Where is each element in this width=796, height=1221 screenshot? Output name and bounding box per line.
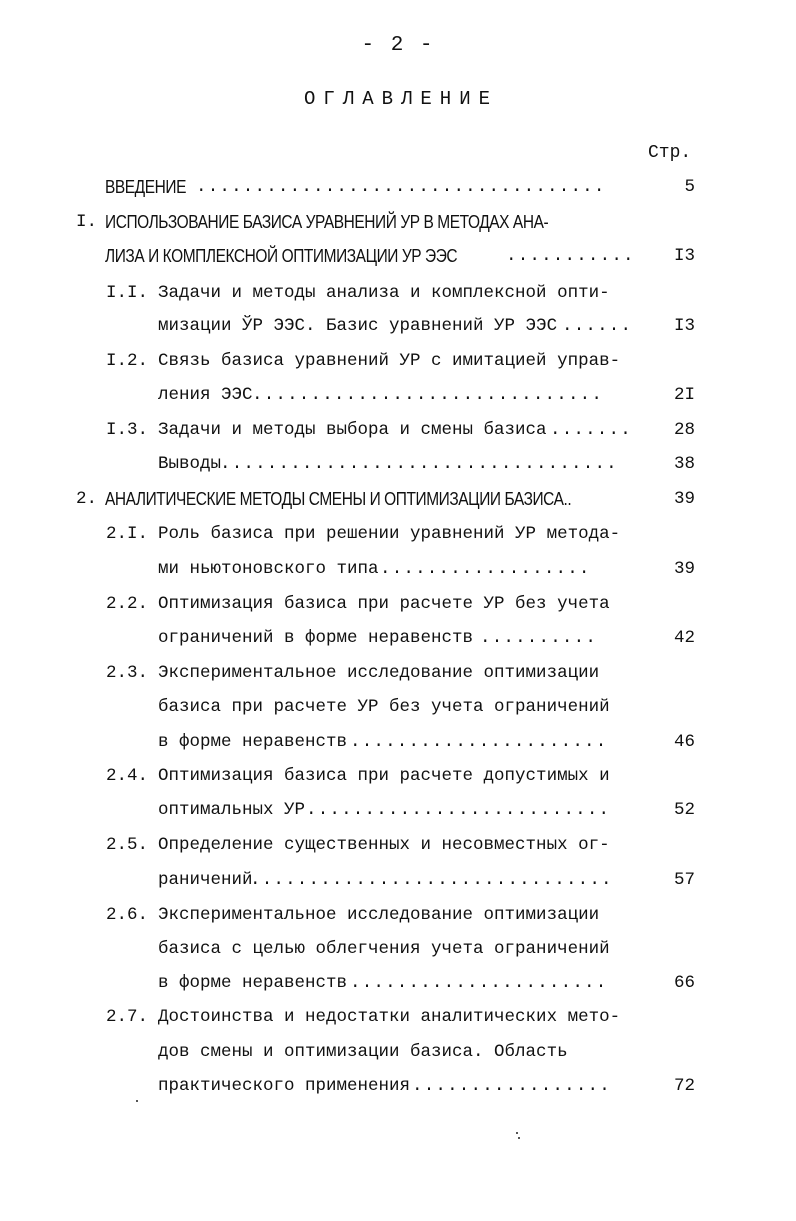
toc-s2-2-line1: Оптимизация базиса при расчете УР без учета [158, 594, 610, 614]
toc-s1-3-page: 28 [673, 420, 695, 440]
toc-ch2-line1: АНАЛИТИЧЕСКИЕ МЕТОДЫ СМЕНЫ И ОПТИМИЗАЦИИ БАЗИСА.. [105, 489, 572, 509]
toc-ch2-page: 39 [673, 489, 695, 509]
toc-s2-1-line1: Роль базиса при решении уравнений УР метода- [158, 524, 621, 544]
toc-s2-7-num: 2.7. [106, 1007, 149, 1027]
toc-s2-3-line3: в форме неравенств [158, 732, 348, 752]
toc-s1-2-num: I.2. [106, 351, 149, 371]
toc-s2-6-line2: базиса с целью облегчения учета ограничений [158, 939, 610, 959]
toc-s2-7-line2: дов смены и оптимизации базиса. Область [158, 1042, 568, 1062]
toc-s2-6-line1: Экспериментальное исследование оптимизации [158, 905, 600, 925]
toc-s1-1-line1: Задачи и методы анализа и комплексной опти- [158, 283, 610, 303]
toc-s2-6-line3: в форме неравенств [158, 973, 348, 993]
toc-intro-label: ВВЕДЕНИЕ [105, 177, 186, 197]
toc-s2-5-page: 57 [673, 870, 695, 890]
toc-intro-page: 5 [684, 177, 695, 197]
toc-s1-2-dots: .............................. [252, 385, 604, 405]
scan-speck [518, 1137, 520, 1139]
toc-s2-4-line1: Оптимизация базиса при расчете допустимых и [158, 766, 610, 786]
toc-s1-2-line2: ления ЭЭС [158, 385, 253, 405]
toc-s2-7-dots: ................. [412, 1076, 611, 1096]
toc-ch1-line1: ИСПОЛЬЗОВАНИЕ БАЗИСА УРАВНЕНИЙ УР В МЕТОДАХ АНА- [105, 212, 549, 232]
toc-s2-3-line1: Экспериментальное исследование оптимизации [158, 663, 600, 683]
toc-s2-4-page: 52 [673, 800, 695, 820]
toc-s2-2-num: 2.2. [106, 594, 149, 614]
toc-s2-5-dots: ............................... [250, 870, 613, 890]
page-title: ОГЛАВЛЕНИЕ [303, 88, 499, 110]
toc-ch1-dots: ........... [506, 246, 635, 266]
toc-s1-1-line2: мизации ЎР ЭЭС. Базис уравнений УР ЭЭС [158, 316, 558, 336]
page-number: - 2 - [361, 34, 435, 57]
toc-s2-1-num: 2.I. [106, 524, 149, 544]
toc-s2-4-num: 2.4. [106, 766, 149, 786]
toc-s2-6-dots: ...................... [350, 973, 608, 993]
toc-ch1-page: I3 [673, 246, 695, 266]
toc-s2-3-page: 46 [673, 732, 695, 752]
scan-speck [516, 1132, 518, 1134]
toc-s1-1-dots: ...... [562, 316, 633, 336]
toc-s2-7-page: 72 [673, 1076, 695, 1096]
toc-s2-3-num: 2.3. [106, 663, 149, 683]
toc-s2-1-page: 39 [673, 559, 695, 579]
toc-s1-3-line1: Задачи и методы выбора и смены базиса [158, 420, 547, 440]
toc-s2-3-line2: базиса при расчете УР без учета ограничений [158, 697, 610, 717]
toc-s2-4-dots: .......................... [306, 800, 611, 820]
toc-s2-7-line1: Достоинства и недостатки аналитических мето- [158, 1007, 621, 1027]
toc-s2-7-line3: практического применения [158, 1076, 411, 1096]
toc-s2-1-dots: .................. [380, 559, 591, 579]
toc-s2-2-page: 42 [673, 628, 695, 648]
toc-s1-2-page: 2I [673, 385, 695, 405]
toc-s2-5-line2: раничений [158, 870, 253, 890]
toc-s2-2-dots: .......... [480, 628, 598, 648]
page-column-header: Стр. [648, 143, 692, 163]
toc-s1-2-line1: Связь базиса уравнений УР с имитацией управ- [158, 351, 621, 371]
scan-speck [136, 1100, 138, 1102]
toc-s2-5-line1: Определение существенных и несовместных ог- [158, 835, 610, 855]
toc-conclusions-dots: .................................. [220, 454, 618, 474]
toc-s2-3-dots: ...................... [350, 732, 608, 752]
toc-s2-6-page: 66 [673, 973, 695, 993]
toc-ch1-num: I. [76, 212, 98, 232]
toc-s2-2-line2: ограничений в форме неравенств [158, 628, 474, 648]
toc-s1-1-page: I3 [673, 316, 695, 336]
toc-conclusions-page: 38 [673, 454, 695, 474]
toc-ch2-num: 2. [76, 489, 98, 509]
toc-s2-6-num: 2.6. [106, 905, 149, 925]
toc-s2-4-line2: оптимальных УР [158, 800, 306, 820]
toc-s1-3-num: I.3. [106, 420, 149, 440]
toc-conclusions-label: Выводы [158, 454, 222, 474]
toc-ch1-line2: ЛИЗА И КОМПЛЕКСНОЙ ОПТИМИЗАЦИИ УР ЭЭС [105, 246, 458, 266]
toc-s2-5-num: 2.5. [106, 835, 149, 855]
toc-s2-1-line2: ми ньютоновского типа [158, 559, 379, 579]
toc-intro-dots: ................................... [196, 177, 606, 197]
toc-s1-1-num: I.I. [106, 283, 149, 303]
toc-s1-3-dots: ....... [550, 420, 632, 440]
